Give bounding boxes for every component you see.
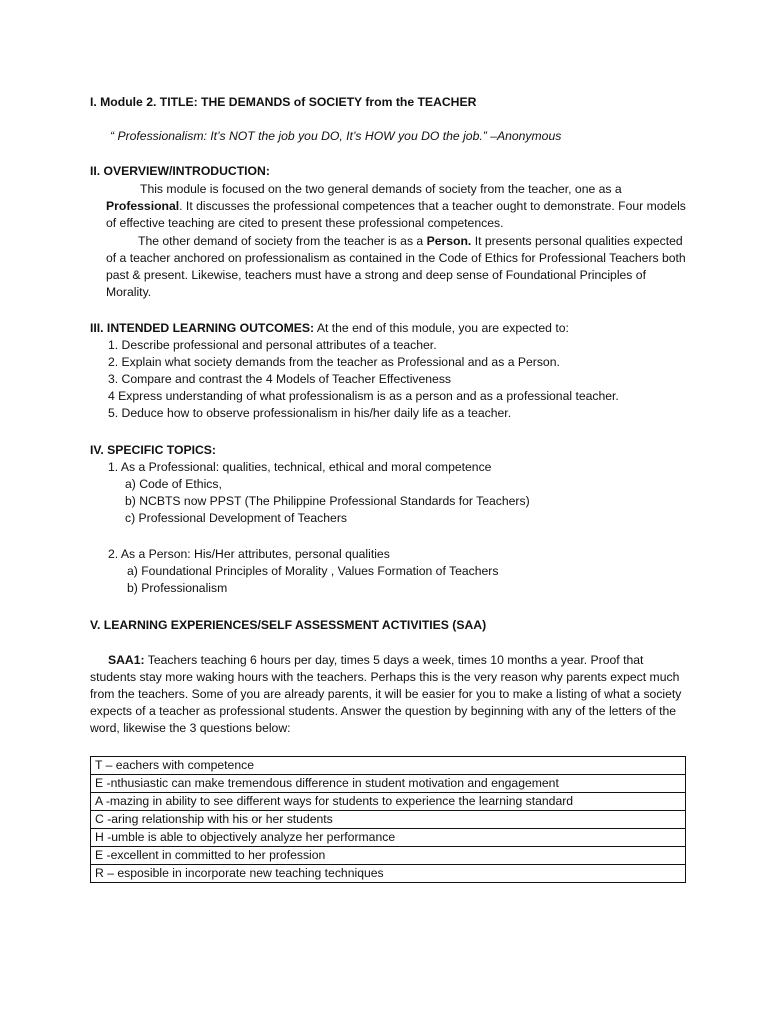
table-cell: C -aring relationship with his or her students xyxy=(91,811,686,829)
saa1-paragraph xyxy=(90,652,686,737)
topics-heading: IV. SPECIFIC TOPICS: xyxy=(90,443,216,457)
table-cell: T – eachers with competence xyxy=(91,757,686,775)
module-title: I. Module 2. TITLE: THE DEMANDS of SOCIETY from the TEACHER xyxy=(90,95,477,109)
table-row xyxy=(91,847,686,865)
overview-p2-rest: It presents personal qualities expected of a teacher anchored on professionalism as contained in the Code of Ethics for Professional Teachers both past & present. Likewise, teachers must have a strong and deep sense of Foundational Principles of Morality. xyxy=(106,234,686,299)
saa1-text: Teachers teaching 6 hours per day, times 5 days a week, times 10 months a year. Proof that students stay more waking hours with the teachers. Perhaps this is the very reason why parents expect much from the teachers. Some of you are already parents, it will be easier for you to make a listing of what a society expects of a teacher as professional students. Answer the question by beginning with any of the letters of the word, likewise the 3 questions below: xyxy=(90,653,682,735)
overview-p2-start: The other demand of society from the teacher is as a xyxy=(138,234,424,248)
table-cell: E -excellent in committed to her profession xyxy=(91,847,686,865)
table-cell: H -umble is able to objectively analyze her performance xyxy=(91,829,686,847)
topic-item: 2. As a Person: His/Her attributes, personal qualities xyxy=(108,547,390,561)
saa1-label: SAA1: xyxy=(108,653,145,667)
table-cell: A -mazing in ability to see different ways for students to experience the learning standard xyxy=(91,793,686,811)
table-row xyxy=(91,757,686,775)
table-row xyxy=(91,811,686,829)
topic-item: 1. As a Professional: qualities, technical, ethical and moral competence xyxy=(108,460,492,474)
overview-heading: II. OVERVIEW/INTRODUCTION: xyxy=(90,164,270,178)
table-row xyxy=(91,829,686,847)
overview-paragraph-2 xyxy=(106,233,688,301)
topic-subitem: a) Code of Ethics, xyxy=(125,477,222,491)
topic-subitem: b) Professionalism xyxy=(127,581,228,595)
table-row xyxy=(91,775,686,793)
acronym-table xyxy=(90,756,686,883)
table-cell: E -nthusiastic can make tremendous difference in student motivation and engagement xyxy=(91,775,686,793)
list-item: 3. Compare and contrast the 4 Models of Teacher Effectiveness xyxy=(108,372,452,386)
list-item: 1. Describe professional and personal attributes of a teacher. xyxy=(108,338,437,352)
topic-subitem: b) NCBTS now PPST (The Philippine Professional Standards for Teachers) xyxy=(125,494,530,508)
overview-p1-start: This module is focused on the two general demands of society from the teacher, one as a xyxy=(140,182,622,196)
table-cell: R – esposible in incorporate new teaching techniques xyxy=(91,865,686,883)
module-quote: “ Professionalism: It’s NOT the job you DO, It’s HOW you DO the job.” –Anonymous xyxy=(110,129,562,143)
outcomes-heading: III. INTENDED LEARNING OUTCOMES: xyxy=(90,321,315,335)
activities-heading: V. LEARNING EXPERIENCES/SELF ASSESSMENT ACTIVITIES (SAA) xyxy=(90,618,487,632)
topics-list-1 xyxy=(108,459,708,527)
list-item: 4 Express understanding of what professionalism is as a person and as a professional teacher. xyxy=(108,389,619,403)
list-item: 2. Explain what society demands from the teacher as Professional and as a Person. xyxy=(108,355,560,369)
outcomes-list xyxy=(108,337,708,422)
overview-p1-rest: . It discusses the professional competences that a teacher ought to demonstrate. Four models of effective teaching are cited to present these professional competences. xyxy=(106,199,686,230)
outcomes-intro: At the end of this module, you are expected to: xyxy=(314,321,569,335)
topic-subitem: c) Professional Development of Teachers xyxy=(125,511,347,525)
outcomes-heading-line xyxy=(90,320,690,337)
overview-paragraph-1 xyxy=(106,181,688,232)
table-row xyxy=(91,793,686,811)
topic-subitem: a) Foundational Principles of Morality , Values Formation of Teachers xyxy=(127,564,499,578)
topics-list-2 xyxy=(108,546,708,597)
overview-p2-bold: Person. xyxy=(426,234,472,248)
list-item: 5. Deduce how to observe professionalism in his/her daily life as a teacher. xyxy=(108,406,512,420)
table-row xyxy=(91,865,686,883)
overview-p1-bold: Professional xyxy=(106,199,180,213)
